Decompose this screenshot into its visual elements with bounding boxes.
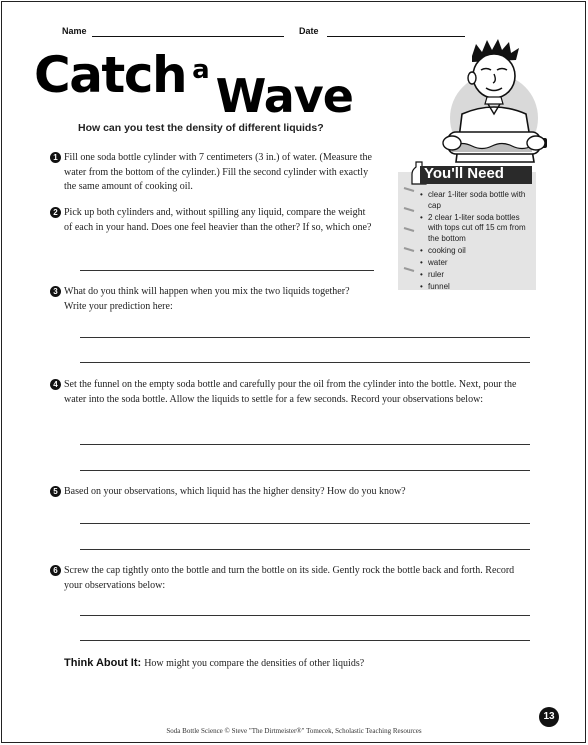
list-item: • clear 1-liter soda bottle with cap xyxy=(420,190,536,211)
step-3-text: What do you think will happen when you mix the two liquids together? Write your prediction here: xyxy=(64,286,350,312)
step-2 xyxy=(53,206,374,235)
step-4-number: 4 xyxy=(50,379,61,390)
answer-line-2[interactable] xyxy=(80,270,374,271)
step-1 xyxy=(53,151,374,195)
step-1-text: Fill one soda bottle cylinder with 7 centimeters (3 in.) of water. (Measure the water from the bottom of the cylinder.) Fill the second cylinder with exactly the same amount of cooking oil. xyxy=(64,152,372,192)
step-1-number: 1 xyxy=(50,152,61,163)
answer-line-3a[interactable] xyxy=(80,337,530,338)
youll-need-box xyxy=(398,160,536,290)
answer-line-3b[interactable] xyxy=(80,362,530,363)
step-2-text: Pick up both cylinders and, without spilling any liquid, compare the weight of each in your hand. Does one feel heavier than the other? If so, which one? xyxy=(64,207,372,233)
step-6 xyxy=(53,564,534,593)
step-4-text: Set the funnel on the empty soda bottle and carefully pour the oil from the cylinder into the bottle. Next, pour the water into the soda bottle. Allow the liquids to settle for a few seconds. Record your observations below: xyxy=(64,379,517,405)
youll-need-list xyxy=(420,190,536,294)
answer-line-6b[interactable] xyxy=(80,640,530,641)
answer-line-4b[interactable] xyxy=(80,470,530,471)
think-about-it xyxy=(64,657,364,669)
step-5-text: Based on your observations, which liquid has the higher density? How do you know? xyxy=(64,486,406,497)
step-4 xyxy=(53,378,534,407)
name-field[interactable] xyxy=(92,36,284,37)
title-word-catch: Catch xyxy=(34,46,187,104)
answer-line-6a[interactable] xyxy=(80,615,530,616)
list-item: • water xyxy=(420,258,536,269)
notebook-spiral-icon xyxy=(400,178,418,290)
step-3-number: 3 xyxy=(50,286,61,297)
title-word-wave: Wave xyxy=(215,69,353,123)
step-3 xyxy=(53,285,374,314)
date-field[interactable] xyxy=(327,36,465,37)
name-label: Name xyxy=(62,26,87,36)
list-item: • funnel xyxy=(420,282,536,293)
date-label: Date xyxy=(299,26,319,36)
think-about-it-text: How might you compare the densities of other liquids? xyxy=(144,658,365,669)
page-title xyxy=(34,46,353,123)
list-item: • 2 clear 1-liter soda bottles with tops cut off 15 cm from the bottom xyxy=(420,213,536,245)
answer-line-5a[interactable] xyxy=(80,523,530,524)
step-5 xyxy=(53,485,534,500)
step-6-text: Screw the cap tightly onto the bottle and turn the bottle on its side. Gently rock the bottle back and forth. Record your observations below: xyxy=(64,565,515,591)
title-word-a: a xyxy=(192,55,210,85)
page-number: 13 xyxy=(539,707,559,727)
step-6-number: 6 xyxy=(50,565,61,576)
step-5-number: 5 xyxy=(50,486,61,497)
answer-line-5b[interactable] xyxy=(80,549,530,550)
scientist-illustration xyxy=(432,38,552,163)
list-item: • ruler xyxy=(420,270,536,281)
footer-credit: Soda Bottle Science © Steve "The Dirtmeister®" Tomecek, Scholastic Teaching Resources xyxy=(166,727,422,735)
youll-need-title: You'll Need xyxy=(424,165,504,182)
step-2-number: 2 xyxy=(50,207,61,218)
subtitle: How can you test the density of different liquids? xyxy=(78,122,324,134)
list-item: • cooking oil xyxy=(420,246,536,257)
think-about-it-label: Think About It: xyxy=(64,657,142,669)
answer-line-4a[interactable] xyxy=(80,444,530,445)
